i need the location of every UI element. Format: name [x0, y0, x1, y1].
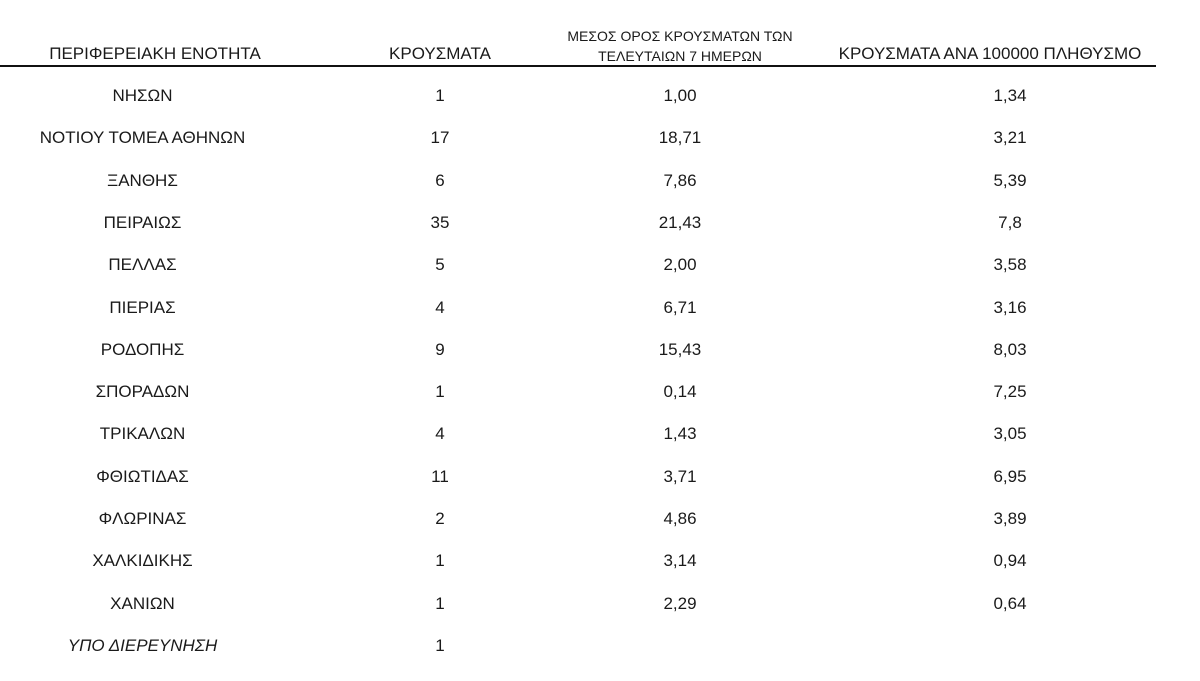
table-header: [0, 0, 1200, 67]
region-cell: ΧΑΝΙΩΝ: [110, 593, 175, 613]
per100k-cell: 3,58: [993, 255, 1027, 275]
cases-cell: 1: [435, 551, 445, 571]
region-cell: ΠΕΙΡΑΙΩΣ: [103, 212, 182, 232]
avg7-cell: 1,00: [663, 86, 697, 105]
region-cell: ΤΡΙΚΑΛΩΝ: [99, 424, 186, 444]
header-7day-average: [545, 26, 815, 66]
region-cell: ΧΑΛΚΙΔΙΚΗΣ: [92, 551, 193, 571]
header-cases-per-100k: ΚΡΟΥΣΜΑΤΑ ΑΝΑ 100000 ΠΛΗΘΥΣΜΟ: [838, 44, 1142, 63]
cases-cell: 1: [435, 86, 445, 105]
avg7-cell: 0,14: [663, 382, 697, 402]
region-cell: ΡΟΔΟΠΗΣ: [100, 339, 185, 359]
header-divider: [0, 65, 1156, 67]
cases-cell: 5: [435, 255, 445, 275]
region-cell: ΞΑΝΘΗΣ: [107, 170, 178, 190]
cases-cell: 9: [435, 339, 445, 359]
table-row: [0, 128, 1200, 152]
cases-cell: 2: [435, 509, 445, 528]
per100k-cell: 3,05: [993, 424, 1027, 444]
table-row: [0, 424, 1200, 448]
cases-cell: 1: [435, 382, 445, 402]
avg7-cell: 4,86: [663, 509, 697, 528]
region-cell: ΦΘΙΩΤΙΔΑΣ: [96, 466, 189, 486]
table-row: [0, 594, 1200, 618]
table-row: [0, 509, 1200, 533]
avg7-cell: 6,71: [663, 297, 697, 317]
avg7-cell: 1,43: [663, 424, 697, 444]
cases-cell: 17: [430, 128, 450, 148]
table-row: [0, 171, 1200, 195]
table-row: [0, 467, 1200, 491]
avg7-cell: 7,86: [663, 170, 697, 190]
table-row: [0, 636, 1200, 660]
region-cell: ΣΠΟΡΑΔΩΝ: [95, 382, 190, 402]
per100k-cell: 3,16: [993, 297, 1027, 317]
table-row: [0, 255, 1200, 279]
cases-cell: 4: [435, 297, 445, 317]
cases-cell: 4: [435, 424, 445, 444]
per100k-cell: 8,03: [993, 339, 1027, 359]
region-cell: ΥΠΟ ΔΙΕΡΕΥΝΗΣΗ: [67, 635, 218, 655]
avg7-cell: 3,71: [663, 466, 697, 486]
cases-cell: 6: [435, 170, 445, 190]
region-cell: ΝΗΣΩΝ: [112, 86, 173, 105]
per100k-cell: 3,21: [993, 128, 1027, 148]
region-cell: ΦΛΩΡΙΝΑΣ: [98, 509, 187, 528]
per100k-cell: 0,64: [993, 593, 1027, 613]
avg7-cell: 18,71: [658, 128, 702, 148]
region-cell: ΠΙΕΡΙΑΣ: [109, 297, 176, 317]
per100k-cell: 0,94: [993, 551, 1027, 571]
table-row: [0, 340, 1200, 364]
avg7-cell: 2,29: [663, 593, 697, 613]
table-row: [0, 298, 1200, 322]
cases-cell: 11: [431, 466, 449, 486]
header-7day-average-line2: ΤΕΛΕΥΤΑΙΩΝ 7 ΗΜΕΡΩΝ: [598, 48, 762, 64]
avg7-cell: 2,00: [663, 255, 697, 275]
table-row: [0, 213, 1200, 237]
per100k-cell: 5,39: [993, 170, 1027, 190]
header-region: ΠΕΡΙΦΕΡΕΙΑΚΗ ΕΝΟΤΗΤΑ: [49, 44, 261, 63]
avg7-cell: 3,14: [663, 551, 697, 571]
avg7-cell: 21,43: [658, 212, 702, 232]
per100k-cell: 1,34: [993, 86, 1027, 105]
cases-cell: 35: [430, 212, 450, 232]
cases-cell: 1: [435, 593, 445, 613]
per100k-cell: 3,89: [993, 509, 1027, 528]
table-row: [0, 86, 1200, 110]
table-row: [0, 551, 1200, 575]
region-cell: ΠΕΛΛΑΣ: [108, 255, 177, 275]
header-cases: ΚΡΟΥΣΜΑΤΑ: [389, 44, 491, 63]
avg7-cell: 15,43: [658, 339, 702, 359]
per100k-cell: 6,95: [993, 466, 1027, 486]
header-7day-average-line1: ΜΕΣΟΣ ΟΡΟΣ ΚΡΟΥΣΜΑΤΩΝ ΤΩΝ: [567, 28, 793, 44]
per100k-cell: 7,25: [993, 382, 1027, 402]
table-row: [0, 382, 1200, 406]
region-cell: ΝΟΤΙΟΥ ΤΟΜΕΑ ΑΘΗΝΩΝ: [39, 128, 246, 148]
cases-cell: 1: [435, 635, 445, 655]
per100k-cell: 7,8: [998, 212, 1022, 232]
